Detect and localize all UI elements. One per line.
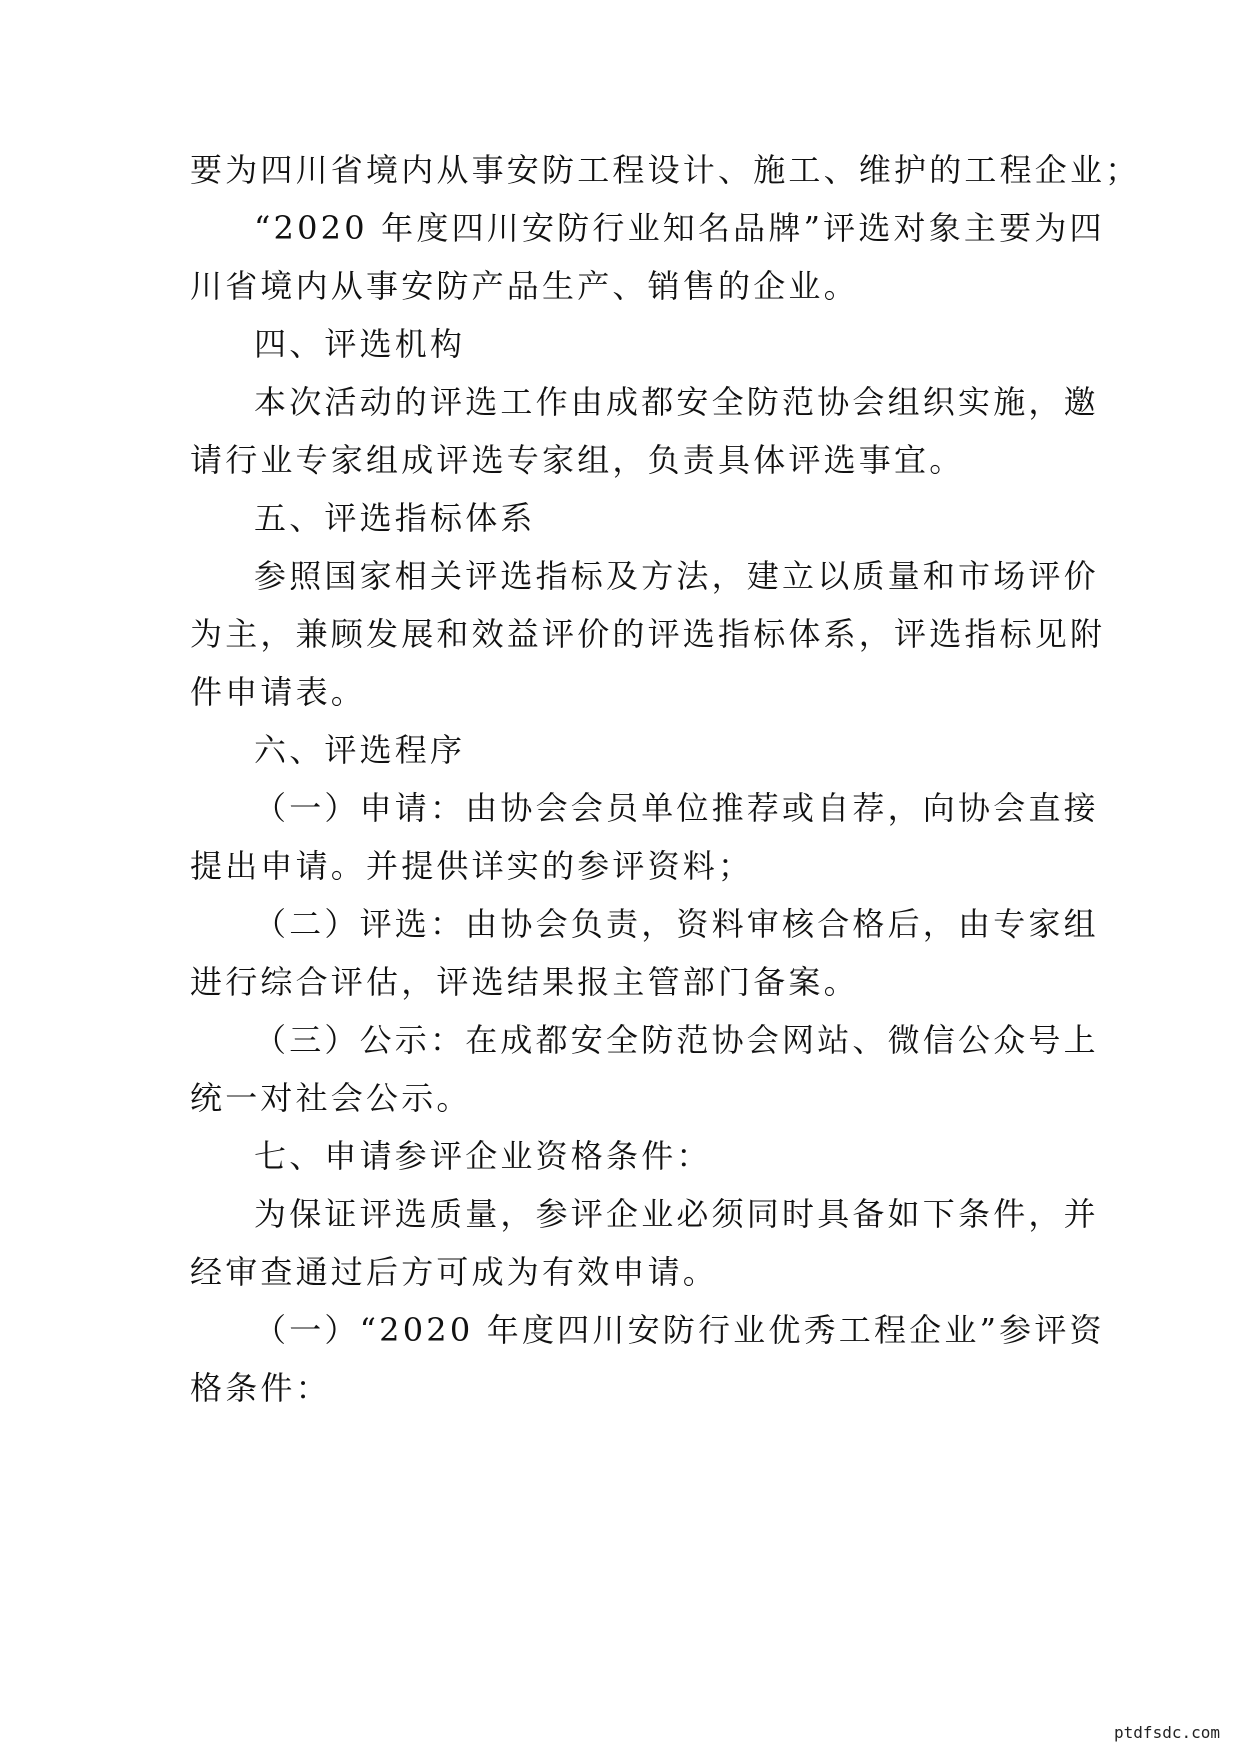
text-line: 请行业专家组成评选专家组，负责具体评选事宜。: [190, 441, 965, 479]
text-line: “2020 年度四川安防行业知名品牌”评选对象主要为四: [254, 209, 1105, 247]
text-line: 本次活动的评选工作由成都安全防范协会组织实施，邀: [254, 383, 1099, 421]
text-line: 参照国家相关评选指标及方法，建立以质量和市场评价: [254, 557, 1099, 595]
text-line: 提出申请。并提供详实的参评资料；: [190, 847, 754, 885]
text-line: 件申请表。: [190, 673, 367, 711]
text-line: 要为四川省境内从事安防工程设计、施工、维护的工程企业；: [190, 151, 1141, 189]
text-line: （三）公示：在成都安全防范协会网站、微信公众号上: [254, 1021, 1099, 1059]
section-heading: 五、评选指标体系: [254, 499, 536, 537]
text-line: 为保证评选质量，参评企业必须同时具备如下条件，并: [254, 1195, 1099, 1233]
section-heading: 四、评选机构: [254, 325, 466, 363]
section-heading: 七、申请参评企业资格条件：: [254, 1137, 712, 1175]
text-line: 统一对社会公示。: [190, 1079, 472, 1117]
text-line: 经审查通过后方可成为有效申请。: [190, 1253, 719, 1291]
text-line: 川省境内从事安防产品生产、销售的企业。: [190, 267, 859, 305]
text-line: 为主，兼顾发展和效益评价的评选指标体系，评选指标见附: [190, 615, 1106, 653]
text-line: 格条件：: [190, 1369, 331, 1407]
text-line: （一）“2020 年度四川安防行业优秀工程企业”参评资: [254, 1311, 1105, 1349]
text-line: （一）申请：由协会会员单位推荐或自荐，向协会直接: [254, 789, 1099, 827]
text-line: （二）评选：由协会负责，资料审核合格后，由专家组: [254, 905, 1099, 943]
section-heading: 六、评选程序: [254, 731, 466, 769]
text-line: 进行综合评估，评选结果报主管部门备案。: [190, 963, 859, 1001]
watermark: ptdfsdc.com: [1114, 1723, 1220, 1742]
